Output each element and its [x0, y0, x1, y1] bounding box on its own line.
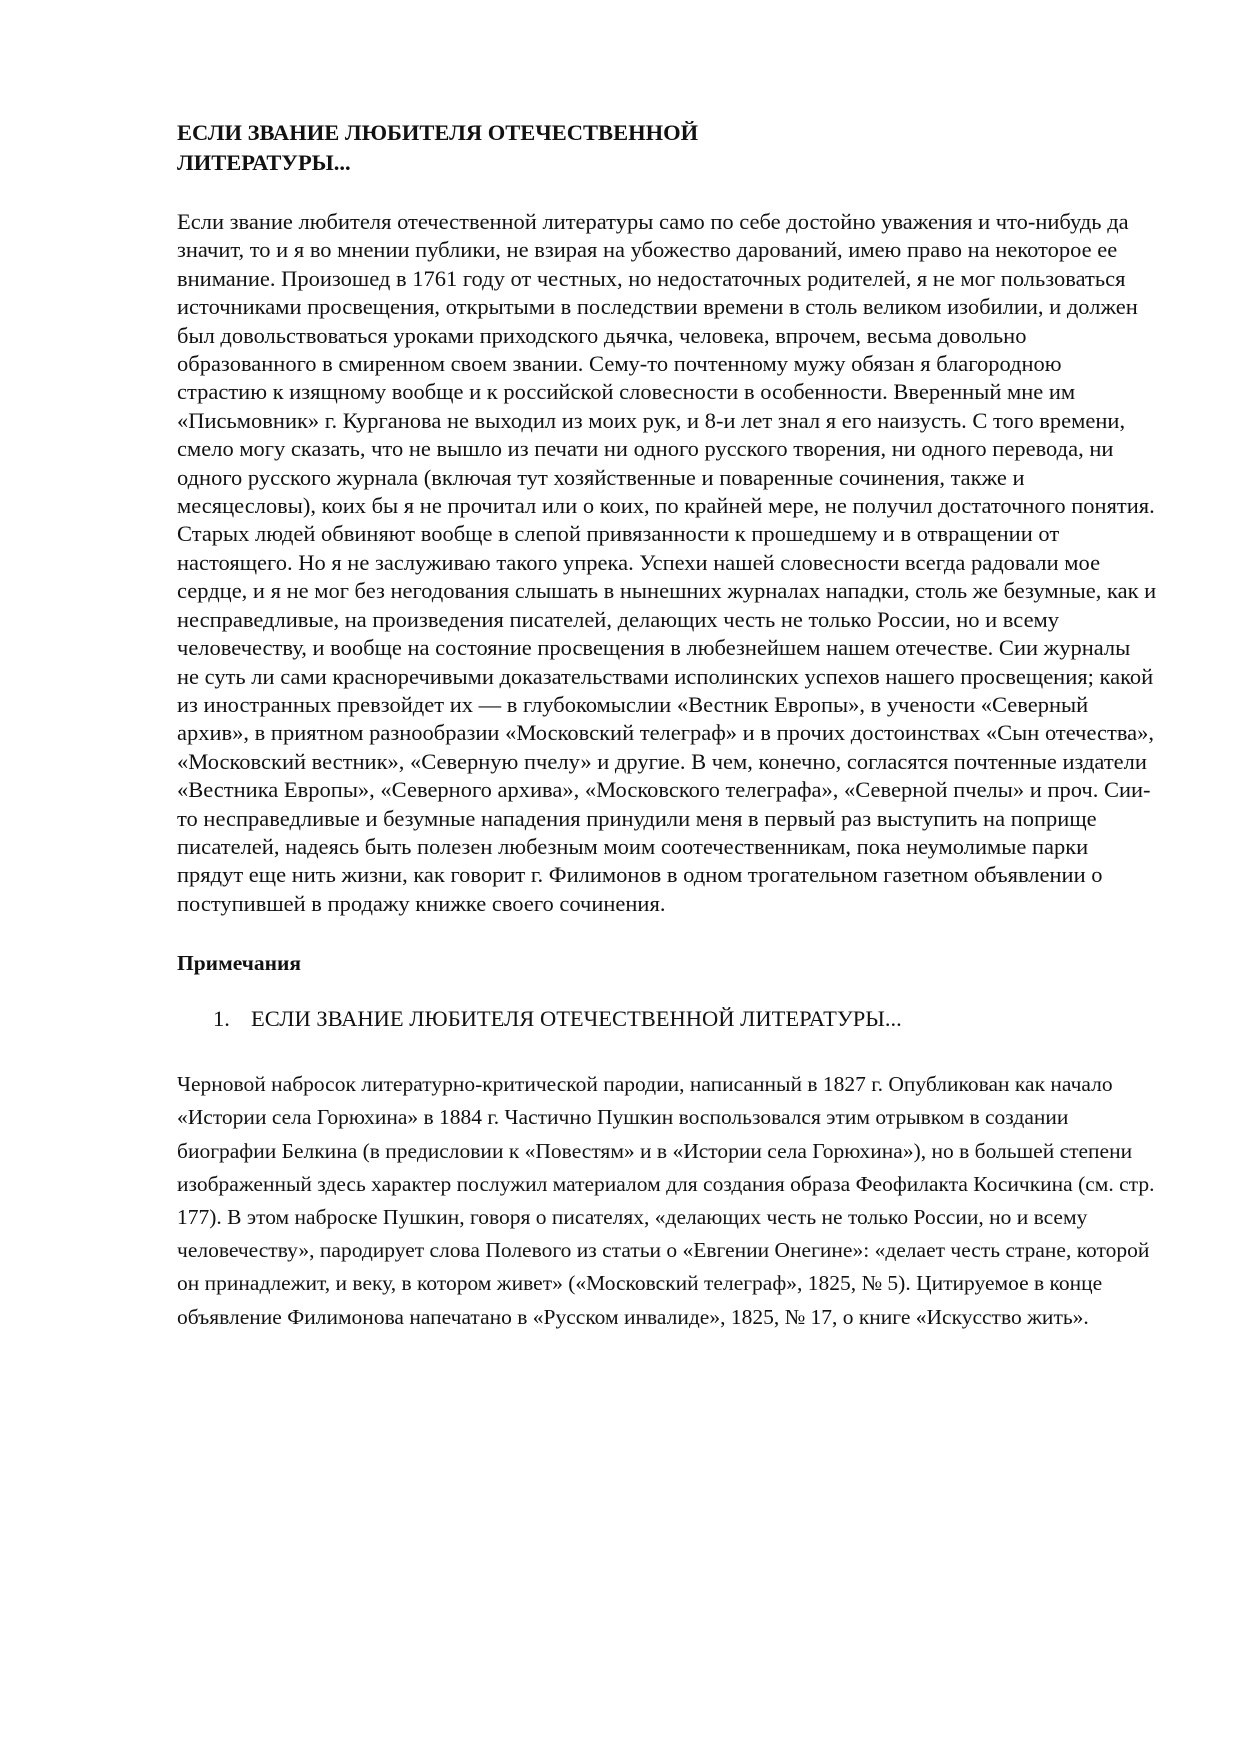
list-item [177, 1004, 1157, 1034]
note-number: 1. [213, 1006, 230, 1032]
note-title: ЕСЛИ ЗВАНИЕ ЛЮБИТЕЛЯ ОТЕЧЕСТВЕННОЙ ЛИТЕРАТУРЫ... [251, 1006, 902, 1032]
note-commentary: Черновой набросок литературно-критической пародии, написанный в 1827 г. Опубликован как начало «Истории села Горюхина» в 1884 г. Частично Пушкин воспользовался этим отрывком в создании биографии Белкина (в предисловии к «Повестям» и в «Истории села Горюхина»), но в большей степени изображенный здесь характер послужил материалом для создания образа Феофилакта Косичкина (см. стр. 177). В этом наброске Пушкин, говоря о писателях, «делающих честь не только России, но и всему человечеству», пародирует слова Полевого из статьи о «Евгении Онегине»: «делает честь стране, которой он принадлежит, и веку, в котором живет» («Московский телеграф», 1825, № 5). Цитируемое в конце объявление Филимонова напечатано в «Русском инвалиде», 1825, № 17, о книге «Искусство жить». [177, 1072, 1155, 1329]
main-text-paragraph: Если звание любителя отечественной литературы само по себе достойно уважения и что-нибудь да значит, то и я во мнении публики, не взирая на убожество дарований, имею право на некоторое ее внимание. Произошед в 1761 году от честных, но недостаточных родителей, я не мог пользоваться источниками просвещения, открытыми в последствии времени в столь великом изобилии, и должен был довольствоваться уроками приходского дьячка, человека, впрочем, весьма довольно образованного в смиренном своем звании. Сему-то почтенному мужу обязан я благородною страстию к изящному вообще и к российской словесности в особенности. Вверенный мне им «Письмовник» г. Курганова не выходил из моих рук, и 8-и лет знал я его наизусть. С того времени, смело могу сказать, что не вышло из печати ни одного русского творения, ни одного перевода, ни одного русского журнала (включая тут хозяйственные и поваренные сочинения, также и месяцесловы), коих бы я не прочитал или о коих, по крайней мере, не получил достаточного понятия. Старых людей обвиняют вообще в слепой привязанности к прошедшему и в отвращении от настоящего. Но я не заслуживаю такого упрека. Успехи нашей словесности всегда радовали мое сердце, и я не мог без негодования слышать в нынешних журналах нападки, столь же безумные, как и несправедливые, на произведения писателей, делающих честь не только России, но и всему человечеству, и вообще на состояние просвещения в любезнейшем нашем отечестве. Сии журналы не суть ли сами красноречивыми доказательствами исполинских успехов нашего просвещения; какой из иностранных превзойдет их — в глубокомыслии «Вестник Европы», в учености «Северный архив», в приятном разнообразии «Московский телеграф» и в прочих достоинствах «Сын отечества», «Московский вестник», «Северную пчелу» и другие. В чем, конечно, согласятся почтенные издатели «Вестника Европы», «Северного архива», «Московского телеграфа», «Северной пчелы» и проч. Сии-то несправедливые и безумные нападения принудили меня в первый раз выступить на поприще писателей, надеясь быть полезен любезным моим соотечественникам, пока неумолимые парки прядут еще нить жизни, как говорит г. Филимонов в одном трогательном газетном объявлении о поступившей в продажу книжке своего сочинения. [177, 209, 1157, 916]
notes-list [177, 1004, 1157, 1034]
document-page [177, 118, 1157, 1334]
document-title: ЕСЛИ ЗВАНИЕ ЛЮБИТЕЛЯ ОТЕЧЕСТВЕННОЙ ЛИТЕРАТУРЫ... [177, 120, 699, 175]
notes-heading: Примечания [177, 951, 302, 976]
